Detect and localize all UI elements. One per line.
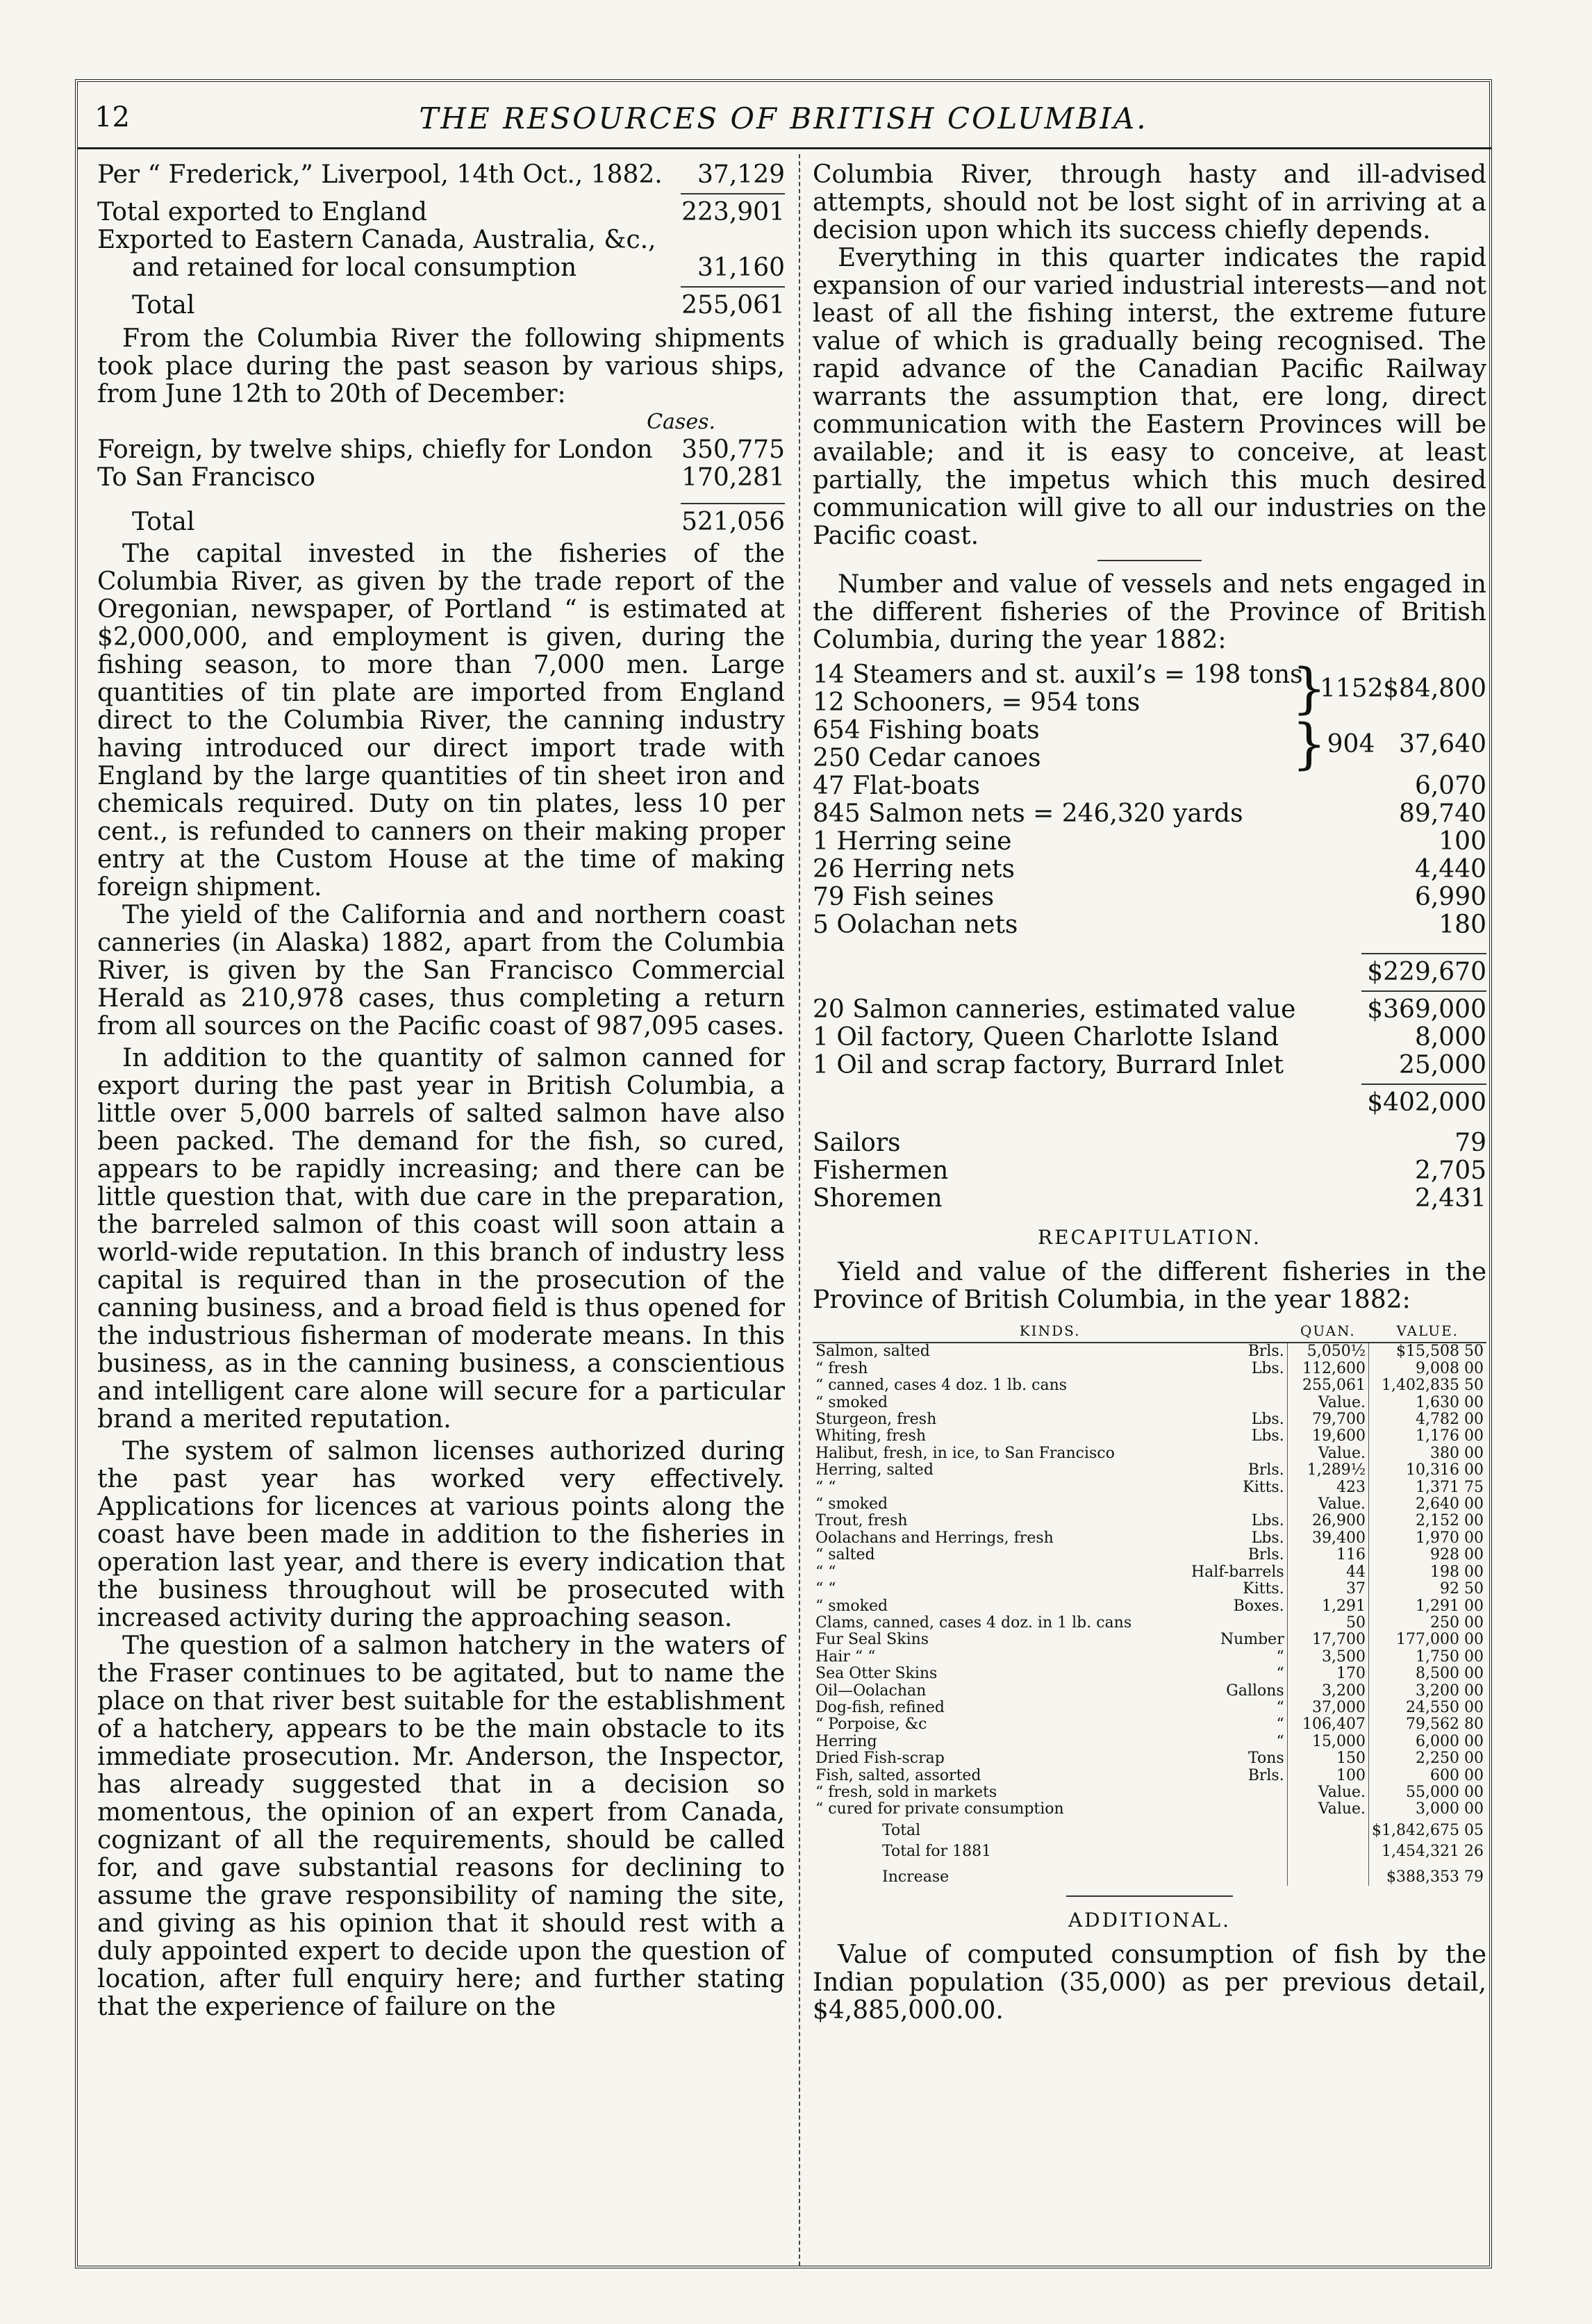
column-divider [799, 154, 800, 2266]
list-item: 1 Oil factory, Queen Charlotte Island 8,000 [813, 1024, 1486, 1052]
increase-value: $388,353 79 [1369, 1861, 1486, 1886]
kind-name: Salmon, salted [815, 1343, 930, 1361]
header-rule [78, 147, 1492, 149]
table-row [813, 1547, 1486, 1563]
table-row [813, 1428, 1486, 1445]
value-cell: 928 00 [1369, 1547, 1486, 1563]
list-item: 79 Fish seines 6,990 [813, 883, 1486, 911]
kind-cell [813, 1479, 1287, 1496]
page-header [83, 96, 1484, 142]
paragraph-everything: Everything in this quarter indicates the rapid expansion of our varied industrial interests—and not least of all the fishing interst, the extreme future value of which is gradually being recognised. The rapid advance of the Canadian Pacific Railway warrants the assumption that, ere long, direct communication with the Eastern Provinces will be available; and it is easy to conceive, at least partially, the impetus which this much desired communication will give to all our industries on the Pacific coast. [813, 244, 1486, 550]
value-cell: 1,630 00 [1369, 1395, 1486, 1411]
kind-unit: Lbs. [1251, 1513, 1284, 1530]
table-row [813, 1734, 1486, 1750]
value-cell: 8,500 00 [1369, 1666, 1486, 1682]
table-row [813, 1784, 1486, 1801]
quan-cell: 116 [1287, 1547, 1368, 1563]
kind-name: Halibut, fresh, in ice, to San Francisco [815, 1445, 1115, 1462]
subtotal-factories: $402,000 [1367, 1089, 1486, 1117]
quan-cell: 37,000 [1287, 1700, 1368, 1716]
quan-cell: 26,900 [1287, 1513, 1368, 1529]
kind-cell [813, 1768, 1287, 1784]
kind-cell [813, 1801, 1287, 1818]
kind-cell [813, 1411, 1287, 1428]
kind-name: Herring [815, 1733, 877, 1750]
kind-unit: “ [1276, 1716, 1284, 1734]
value-cell: 1,970 00 [1369, 1530, 1486, 1547]
kind-unit: Brls. [1247, 1767, 1284, 1784]
value-cell: 1,371 75 [1369, 1479, 1486, 1496]
table-row [813, 1632, 1486, 1648]
kind-unit: Half-barrels [1191, 1563, 1284, 1581]
list-item: Sailors 79 [813, 1129, 1486, 1157]
running-title: THE RESOURCES OF BRITISH COLUMBIA. [419, 101, 1148, 135]
quan-cell: 44 [1287, 1564, 1368, 1581]
kind-name: “ fresh [815, 1360, 868, 1377]
right-column [813, 161, 1486, 2025]
quan-cell: Value. [1287, 1801, 1368, 1818]
kind-name: Herring, salted [815, 1462, 934, 1479]
steamers-schooners-group [813, 658, 1486, 720]
kind-cell [813, 1666, 1287, 1682]
total1881-value: 1,454,321 26 [1369, 1839, 1486, 1860]
table-row-increase [813, 1861, 1486, 1886]
kind-name: Sea Otter Skins [815, 1666, 938, 1683]
quan-cell: 5,050½ [1287, 1343, 1368, 1360]
kind-cell [813, 1513, 1287, 1529]
paragraph-hatchery: The question of a salmon hatchery in the waters of the Fraser continues to be agitated, but to name the place on that river best suitable for the establishment of a hatchery, appears to be the main obstacle to its immediate prosecution. Mr. Anderson, the Inspector, has already suggested that in a decision so momentous, the opinion of an expert from Canada, cognizant of all the requirements, should be called for, and gave substantial reasons for declining to assume the grave responsibility of naming the site, and giving as his opinion that it should rest with a duly appointed expert to decide upon the question of location, after full enquiry here; and further stating that the experience of failure on the [97, 1632, 785, 2021]
table-row [813, 1496, 1486, 1513]
kind-unit: Boxes. [1233, 1597, 1284, 1615]
paragraph-columbia: From the Columbia River the following shipments took place during the past season by various ships, from June 12th to 20th of December: [97, 324, 785, 408]
kind-cell [813, 1716, 1287, 1733]
group-amount: 37,640 [1399, 730, 1486, 758]
recap-body [813, 1343, 1486, 1886]
value-cell: 4,782 00 [1369, 1411, 1486, 1428]
kind-cell [813, 1564, 1287, 1581]
kind-cell [813, 1750, 1287, 1767]
local-consumption-line: and retained for local consumption 31,160 [132, 254, 785, 282]
kind-cell [813, 1632, 1287, 1648]
list-item: 1 Herring seine 100 [813, 828, 1486, 856]
value-cell: 9,008 00 [1369, 1361, 1486, 1377]
table-row [813, 1343, 1486, 1360]
value-cell: 55,000 00 [1369, 1784, 1486, 1801]
fishing-boats-line: 654 Fishing boats [813, 716, 1040, 745]
table-row [813, 1598, 1486, 1615]
kind-cell [813, 1445, 1287, 1462]
paragraph-vessels: Number and value of vessels and nets engaged in the different fisheries of the Province of British Columbia, during the year 1882: [813, 570, 1486, 654]
total-line-2: Total 521,056 [132, 508, 785, 536]
kind-unit: Number [1220, 1632, 1284, 1649]
sum-rule [681, 286, 785, 288]
kind-name: Oil—Oolachan [815, 1682, 927, 1700]
brace-icon: } [1292, 713, 1327, 776]
recap-table [813, 1320, 1486, 1886]
total-label: Total [882, 1821, 921, 1839]
kind-cell [813, 1683, 1287, 1700]
kind-name: “ fresh, sold in markets [815, 1784, 997, 1801]
list-item: 20 Salmon canneries, estimated value $369,000 [813, 996, 1486, 1024]
table-row [813, 1716, 1486, 1733]
kind-cell [813, 1343, 1287, 1360]
paragraph-california: The yield of the California and and northern coast canneries (in Alaska) 1882, apart from the Columbia River, is given by the San Francisco Commercial Herald as 210,978 cases, thus completing a return from all sources on the Pacific coast of 987,095 cases. [97, 901, 785, 1040]
table-row [813, 1513, 1486, 1529]
value-cell: 2,152 00 [1369, 1513, 1486, 1529]
total-england-line: Total exported to England 223,901 [97, 199, 785, 226]
kind-cell [813, 1598, 1287, 1615]
kind-cell [813, 1530, 1287, 1547]
quan-cell: 39,400 [1287, 1530, 1368, 1547]
kind-name: Clams, canned, cases 4 doz. in 1 lb. cans [815, 1614, 1132, 1632]
kind-name: “ canned, cases 4 doz. 1 lb. cans [815, 1377, 1068, 1395]
total1881-label: Total for 1881 [882, 1843, 992, 1861]
kind-unit: “ [1276, 1699, 1284, 1716]
schooners-line: 12 Schooners, = 954 tons [813, 688, 1141, 717]
quan-cell: 106,407 [1287, 1716, 1368, 1733]
group-amount: $84,800 [1383, 674, 1486, 703]
value-cell: 1,291 00 [1369, 1598, 1486, 1615]
kind-name: Hair “ “ [815, 1648, 876, 1666]
section-rule [1097, 560, 1202, 561]
table-row [813, 1801, 1486, 1818]
kind-unit: Kitts. [1243, 1581, 1284, 1598]
table-row-total [813, 1818, 1486, 1839]
quan-cell [1287, 1818, 1368, 1839]
quan-cell [1287, 1861, 1368, 1886]
brace-icon: } [1292, 658, 1327, 720]
sum-rule [1361, 990, 1486, 992]
quan-cell: 50 [1287, 1615, 1368, 1632]
value-cell: 92 50 [1369, 1581, 1486, 1597]
kind-cell [813, 1547, 1287, 1563]
kind-unit: Kitts. [1243, 1479, 1284, 1496]
table-row [813, 1411, 1486, 1428]
value-cell: 380 00 [1369, 1445, 1486, 1462]
kind-name: Trout, fresh [815, 1513, 908, 1530]
list-item: 26 Herring nets 4,440 [813, 856, 1486, 883]
value-cell: 24,550 00 [1369, 1700, 1486, 1716]
table-row [813, 1462, 1486, 1479]
kind-name: Dog-fish, refined [815, 1699, 945, 1716]
kind-name: “ “ [815, 1581, 836, 1598]
value-cell: $15,508 50 [1369, 1343, 1486, 1360]
value-cell: 2,640 00 [1369, 1496, 1486, 1513]
quan-cell: 255,061 [1287, 1377, 1368, 1394]
quan-cell: Value. [1287, 1496, 1368, 1513]
table-row-total1881 [813, 1839, 1486, 1860]
kind-cell [813, 1615, 1287, 1632]
quan-cell: 170 [1287, 1666, 1368, 1682]
table-row [813, 1479, 1486, 1496]
group-quantity: 904 [1327, 730, 1375, 758]
quan-cell: 150 [1287, 1750, 1368, 1767]
page-number: 12 [94, 101, 130, 133]
quan-cell: Value. [1287, 1395, 1368, 1411]
kind-cell [813, 1462, 1287, 1479]
quan-cell: Value. [1287, 1445, 1368, 1462]
additional-heading: ADDITIONAL. [1068, 1909, 1232, 1932]
kind-name: “ smoked [815, 1496, 888, 1513]
kind-name: “ smoked [815, 1597, 888, 1615]
table-row [813, 1750, 1486, 1767]
kind-name: “ Porpoise, &c [815, 1716, 927, 1734]
table-row [813, 1377, 1486, 1394]
table-row [813, 1564, 1486, 1581]
value-cell: 198 00 [1369, 1564, 1486, 1581]
value-cell: 1,402,835 50 [1369, 1377, 1486, 1394]
quan-cell: 1,289½ [1287, 1462, 1368, 1479]
subtotal-vessels: $229,670 [1367, 958, 1486, 986]
value-cell: 79,562 80 [1369, 1716, 1486, 1733]
total-line: Total 255,061 [132, 292, 785, 319]
additional-text: Value of computed consumption of fish by the Indian population (35,000) as per previous detail, $4,885,000.00. [813, 1941, 1486, 2025]
table-row [813, 1581, 1486, 1597]
kind-name: Whiting, fresh [815, 1428, 927, 1445]
kind-cell [813, 1734, 1287, 1750]
paragraph-licences: The system of salmon licenses authorized during the past year has worked very effectively. Applications for licences at various points along the coast have been made in addition to the fisheries in operation last year, and there is every indication that the business throughout will be prosecuted with increased activity during the approaching season. [97, 1437, 785, 1632]
kind-name: Oolachans and Herrings, fresh [815, 1529, 1054, 1547]
kind-name: “ smoked [815, 1394, 888, 1411]
kind-cell [813, 1428, 1287, 1445]
col-quan: QUAN. [1287, 1320, 1368, 1343]
kind-unit: “ [1276, 1648, 1284, 1666]
list-item: Shoremen 2,431 [813, 1185, 1486, 1213]
left-column [97, 161, 785, 2021]
quan-cell: 3,200 [1287, 1683, 1368, 1700]
sum-rule [1361, 953, 1486, 954]
total-value: $1,842,675 05 [1369, 1818, 1486, 1839]
value-cell: 3,200 00 [1369, 1683, 1486, 1700]
kind-name: “ salted [815, 1547, 875, 1564]
value-cell: 250 00 [1369, 1615, 1486, 1632]
quan-cell [1287, 1839, 1368, 1860]
table-row [813, 1649, 1486, 1666]
quan-cell: 17,700 [1287, 1632, 1368, 1648]
kind-unit: Lbs. [1251, 1360, 1284, 1377]
quan-cell: 1,291 [1287, 1598, 1368, 1615]
table-row [813, 1768, 1486, 1784]
kind-unit: “ [1276, 1666, 1284, 1683]
kind-cell [813, 1496, 1287, 1513]
table-row [813, 1700, 1486, 1716]
paragraph-continued: Columbia River, through hasty and ill-advised attempts, should not be lost sight of in arriving at a decision upon which its success chiefly depends. [813, 160, 1486, 244]
kind-unit: Lbs. [1251, 1529, 1284, 1547]
list-item: Fishermen 2,705 [813, 1157, 1486, 1185]
kind-name: Fur Seal Skins [815, 1632, 929, 1649]
paragraph-capital: The capital invested in the fisheries of the Columbia River, as given by the trade report of the Oregonian, newspaper, of Portland “ is estimated at $2,000,000, and employment is given, during the fishing season, to more than 7,000 men. Large quantities of tin plate are imported from England direct to the Columbia River, the canning industry having introduced our direct import trade with England by the large quantities of tin sheet iron and chemicals required. Duty on tin plates, less 10 per cent., is refunded to canners on their making proper entry at the Custom House at the time of making foreign shipment. [97, 540, 785, 902]
quan-cell: Value. [1287, 1784, 1368, 1801]
kind-unit: “ [1276, 1733, 1284, 1750]
kind-cell [813, 1581, 1287, 1597]
kind-name: Sturgeon, fresh [815, 1411, 937, 1429]
list-item: 845 Salmon nets = 246,320 yards 89,740 [813, 800, 1486, 828]
exported-line: Exported to Eastern Canada, Australia, &c., [97, 226, 656, 254]
recapitulation-heading: RECAPITULATION. [1038, 1226, 1261, 1249]
quan-cell: 100 [1287, 1768, 1368, 1784]
kind-name: Fish, salted, assorted [815, 1767, 981, 1784]
increase-label: Increase [882, 1868, 950, 1886]
cases-label: Cases. [647, 410, 715, 434]
kind-unit: Lbs. [1251, 1411, 1284, 1429]
kind-name: “ “ [815, 1479, 836, 1496]
recap-intro: Yield and value of the different fisheries in the Province of British Columbia, in the year 1882: [813, 1258, 1486, 1314]
col-kinds: KINDS. [813, 1320, 1287, 1343]
table-row [813, 1666, 1486, 1682]
quan-cell: 79,700 [1287, 1411, 1368, 1428]
kind-cell [813, 1395, 1287, 1411]
table-row [813, 1530, 1486, 1547]
ship-line: Per “ Frederick,” Liverpool, 14th Oct., 1882. 37,129 [97, 161, 785, 189]
kind-unit: Gallons [1226, 1682, 1284, 1700]
table-row [813, 1361, 1486, 1377]
value-cell: 600 00 [1369, 1768, 1486, 1784]
value-cell: 2,250 00 [1369, 1750, 1486, 1767]
table-row [813, 1683, 1486, 1700]
section-rule [1066, 1895, 1233, 1897]
value-cell: 1,750 00 [1369, 1649, 1486, 1666]
list-item: 1 Oil and scrap factory, Burrard Inlet 25,000 [813, 1052, 1486, 1079]
canoes-line: 250 Cedar canoes [813, 744, 1041, 772]
value-cell: 10,316 00 [1369, 1462, 1486, 1479]
quan-cell: 112,600 [1287, 1361, 1368, 1377]
kind-cell [813, 1784, 1287, 1801]
table-row [813, 1445, 1486, 1462]
quan-cell: 423 [1287, 1479, 1368, 1496]
quan-cell: 19,600 [1287, 1428, 1368, 1445]
kind-cell [813, 1377, 1287, 1394]
col-value: VALUE. [1369, 1320, 1486, 1343]
value-cell: 3,000 00 [1369, 1801, 1486, 1818]
list-item: 47 Flat-boats 6,070 [813, 772, 1486, 800]
san-francisco-line: To San Francisco 170,281 [97, 464, 785, 492]
sum-rule [681, 503, 785, 504]
table-row [813, 1615, 1486, 1632]
kind-cell [813, 1649, 1287, 1666]
steamers-line: 14 Steamers and st. auxil’s = 198 tons [813, 661, 1303, 689]
kind-cell [813, 1700, 1287, 1716]
sum-rule [1361, 1084, 1486, 1085]
paragraph-salted-salmon: In addition to the quantity of salmon canned for export during the past year in British Columbia, a little over 5,000 barrels of salted salmon have also been packed. The demand for the fish, so cured, appears to be rapidly increasing; and there can be little question that, with due care in the preparation, the barreled salmon of this coast will soon attain a world-wide reputation. In this branch of industry less capital is required than in the prosecution of the canning business, and a broad field is thus opened for the industrious fisherman of moderate means. In this business, as in the canning business, a conscientious and intelligent care alone will secure for a particular brand a merited reputation. [97, 1044, 785, 1434]
kind-unit: Brls. [1247, 1462, 1284, 1479]
group-quantity: 1152 [1320, 674, 1384, 703]
foreign-line: Foreign, by twelve ships, chiefly for London 350,775 [97, 436, 785, 464]
table-row [813, 1395, 1486, 1411]
kind-name: “ “ [815, 1563, 836, 1581]
value-cell: 1,176 00 [1369, 1428, 1486, 1445]
sum-rule [681, 193, 785, 194]
kind-unit: Lbs. [1251, 1428, 1284, 1445]
quan-cell: 15,000 [1287, 1734, 1368, 1750]
quan-cell: 3,500 [1287, 1649, 1368, 1666]
value-cell: 177,000 00 [1369, 1632, 1486, 1648]
kind-unit: Brls. [1247, 1547, 1284, 1564]
value-cell: 6,000 00 [1369, 1734, 1486, 1750]
boats-canoes-group [813, 713, 1486, 776]
quan-cell: 37 [1287, 1581, 1368, 1597]
kind-unit: Tons [1248, 1750, 1284, 1768]
kind-unit: Brls. [1247, 1343, 1284, 1361]
list-item: 5 Oolachan nets 180 [813, 911, 1486, 939]
kind-cell [813, 1361, 1287, 1377]
kind-name: Dried Fish-scrap [815, 1750, 945, 1768]
kind-name: “ cured for private consumption [815, 1801, 1064, 1818]
